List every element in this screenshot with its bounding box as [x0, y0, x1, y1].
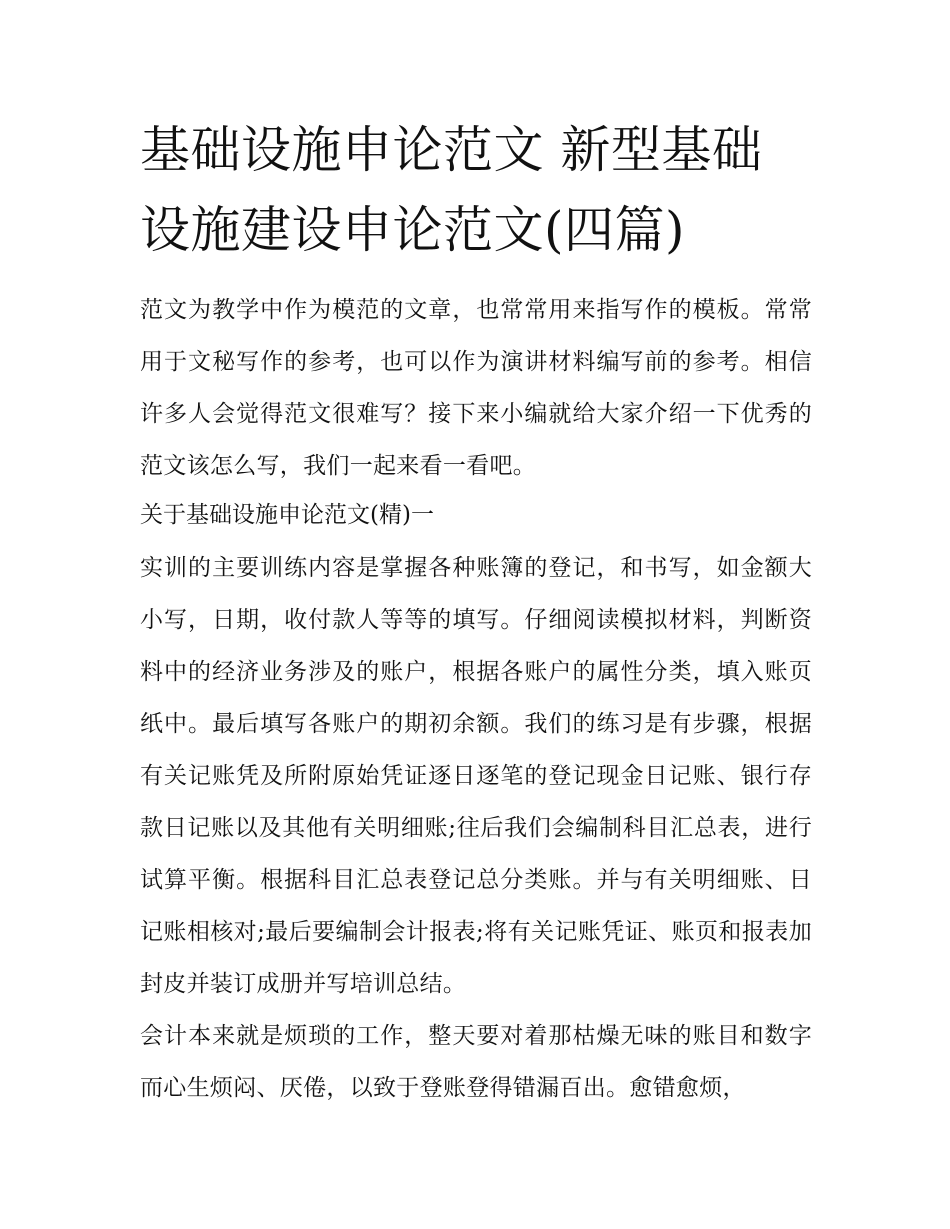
body-paragraph-2: 会计本来就是烦琐的工作，整天要对着那枯燥无味的账目和数字而心生烦闷、厌倦，以致于登账登得错漏百出。愈错愈烦， — [140, 1023, 812, 1101]
document-page — [140, 110, 812, 1114]
body-paragraph-1: 实训的主要训练内容是掌握各种账簿的登记，和书写，如金额大小写，日期，收付款人等等的填写。仔细阅读模拟材料，判断资料中的经济业务涉及的账户，根据各账户的属性分类，填入账页纸中。最后填写各账户的期初余额。我们的练习是有步骤，根据有关记账凭及所附原始凭证逐日逐笔的登记现金日记账、银行存款日记账以及其他有关明细账;往后我们会编制科目汇总表，进行试算平衡。根据科目汇总表登记总分类账。并与有关明细账、日记账相核对;最后要编制会计报表;将有关记账凭证、账页和报表加封皮并装订成册并写培训总结。 — [140, 555, 812, 997]
document-title: 基础设施申论范文 新型基础设施建设申论范文(四篇) — [140, 121, 763, 259]
section-heading: 关于基础设施申论范文(精)一 — [140, 502, 434, 528]
intro-paragraph: 范文为教学中作为模范的文章，也常常用来指写作的模板。常常用于文秘写作的参考，也可以作为演讲材料编写前的参考。相信许多人会觉得范文很难写？接下来小编就给大家介绍一下优秀的范文该怎么写，我们一起来看一看吧。 — [140, 297, 812, 479]
